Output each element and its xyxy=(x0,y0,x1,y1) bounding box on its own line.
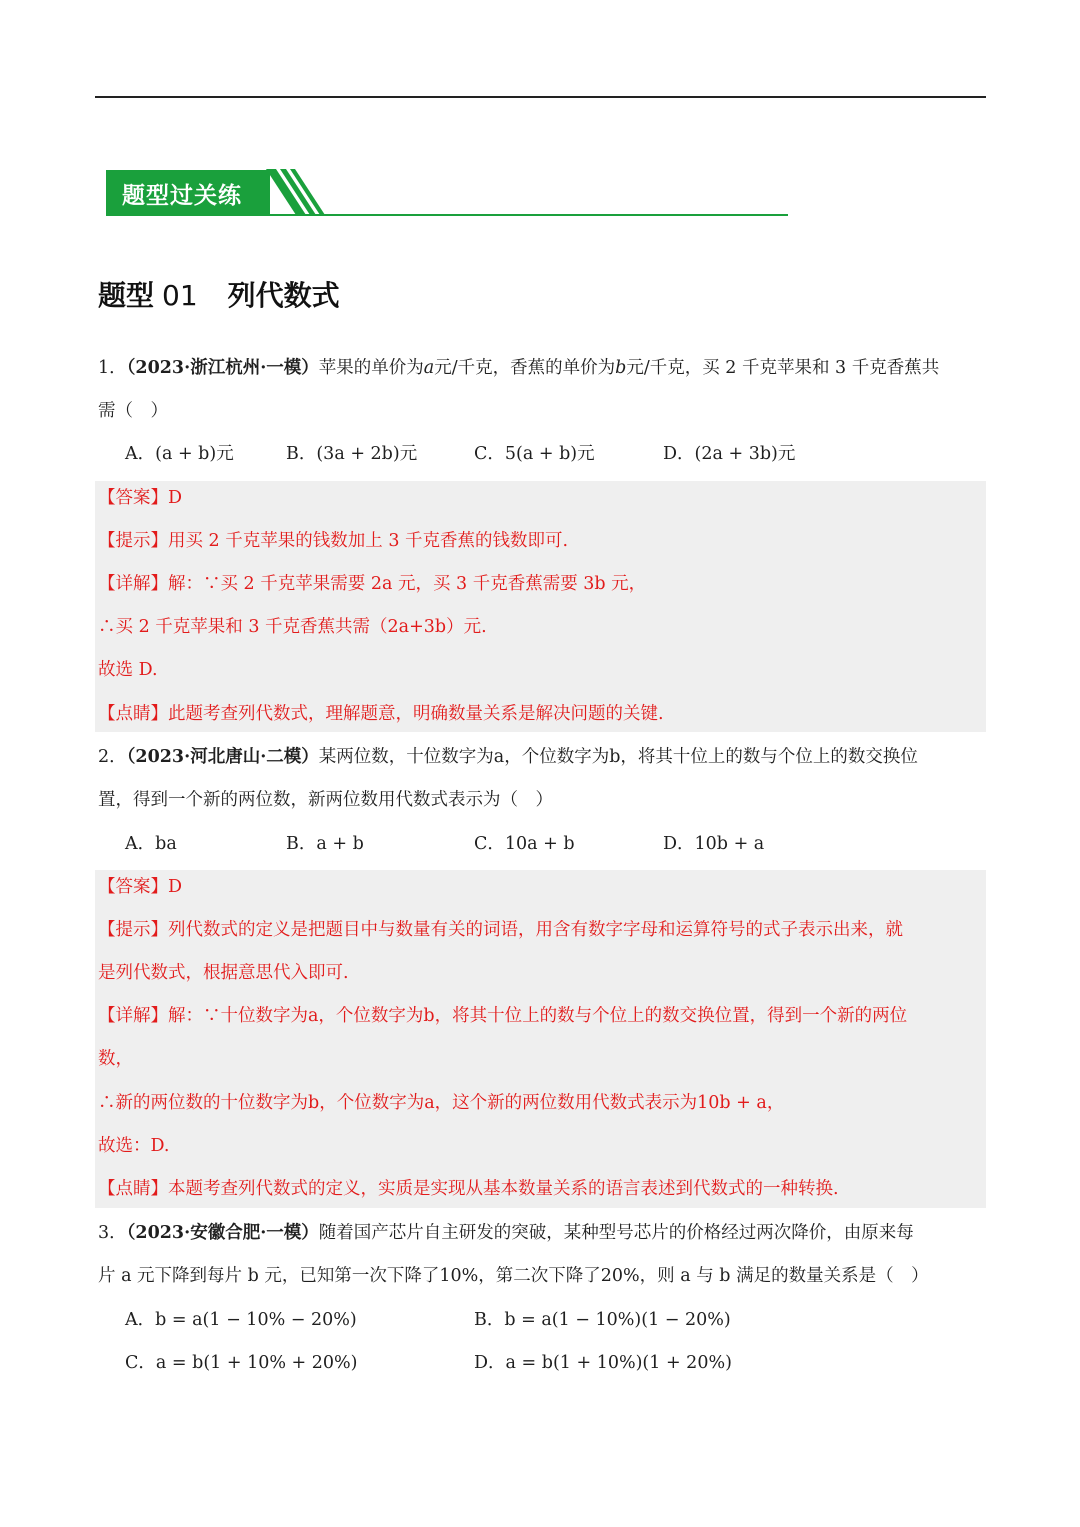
practice-banner xyxy=(106,170,788,218)
q1-stem-b: 元/千克，香蕉的单价为 xyxy=(434,358,616,378)
q1-answer: 【答案】D xyxy=(98,488,183,508)
q2-hint-1: 【提示】列代数式的定义是把题目中与数量有关的词语，用含有数字字母和运算符号的式子表示出来，就 xyxy=(98,920,903,940)
q1-comment: 【点睛】此题考查列代数式，理解题意，明确数量关系是解决问题的关键. xyxy=(98,704,664,724)
q1-hint: 【提示】用买 2 千克苹果的钱数加上 3 千克香蕉的钱数即可. xyxy=(98,531,569,551)
q2-option-b: B．a + b xyxy=(286,834,364,854)
q2-answer: 【答案】D xyxy=(98,877,183,897)
q2-stem-line2: 置，得到一个新的两位数，新两位数用代数式表示为（ ） xyxy=(98,790,553,810)
banner-stripes-icon xyxy=(266,169,326,217)
q2-source: （2023·河北唐山·二模） xyxy=(126,747,319,767)
q3-stem-line2: 片 a 元下降到每片 b 元，已知第一次下降了10%，第二次下降了20%，则 a 与 b 满足的数量关系是（ ） xyxy=(98,1266,929,1286)
q2-option-d: D．10b + a xyxy=(663,834,765,854)
section-prefix: 题型 xyxy=(98,279,155,312)
q2-detail-1: 【详解】解：∵十位数字为a，个位数字为b，将其十位上的数与个位上的数交换位置，得到一个新的两位 xyxy=(98,1006,908,1026)
banner-underline xyxy=(270,214,788,216)
q1-option-c: C．5(a + b)元 xyxy=(474,444,595,464)
q1-stem-a: 苹果的单价为 xyxy=(318,358,424,378)
q2-detail-4: 故选：D. xyxy=(98,1136,170,1156)
q1-source: （2023·浙江杭州·一模） xyxy=(126,358,319,378)
q2-hint-2: 是列代数式，根据意思代入即可. xyxy=(98,963,349,983)
q2-detail-2: 数， xyxy=(98,1049,133,1069)
q2-stem-line1 xyxy=(98,743,918,768)
q2-number: 2． xyxy=(98,747,127,767)
q1-solution-box xyxy=(95,481,986,732)
q1-stem-line2: 需（ ） xyxy=(98,401,168,421)
q1-detail-2: ∴买 2 千克苹果和 3 千克香蕉共需（2a+3b）元. xyxy=(98,617,487,637)
q1-detail-3: 故选 D. xyxy=(98,660,158,680)
q1-detail-1: 【详解】解：∵买 2 千克苹果需要 2a 元，买 3 千克香蕉需要 3b 元， xyxy=(98,574,647,594)
q1-number: 1． xyxy=(98,358,127,378)
q1-var-b: b xyxy=(615,358,627,378)
q1-stem-c: 元/千克，买 2 千克苹果和 3 千克香蕉共 xyxy=(626,358,940,378)
q3-option-c: C．a = b(1 + 10% + 20%) xyxy=(125,1353,358,1373)
section-name: 列代数式 xyxy=(227,279,340,312)
q2-comment: 【点睛】本题考查列代数式的定义，实质是实现从基本数量关系的语言表述到代数式的一种转换. xyxy=(98,1179,839,1199)
q2-option-c: C．10a + b xyxy=(474,834,575,854)
q1-var-a: a xyxy=(423,358,435,378)
q1-option-d: D．(2a + 3b)元 xyxy=(663,444,796,464)
q3-source: （2023·安徽合肥·一模） xyxy=(126,1223,319,1243)
q3-option-d: D．a = b(1 + 10%)(1 + 20%) xyxy=(474,1353,732,1373)
q3-stem-text: 随着国产芯片自主研发的突破，某种型号芯片的价格经过两次降价，由原来每 xyxy=(318,1223,914,1243)
q3-stem-line1 xyxy=(98,1219,914,1244)
header-rule xyxy=(95,96,986,98)
q1-option-a: A．(a + b)元 xyxy=(125,444,234,464)
q3-option-a: A．b = a(1 − 10% − 20%) xyxy=(125,1310,357,1330)
q1-stem-line1 xyxy=(98,354,939,379)
q1-option-b: B．(3a + 2b)元 xyxy=(286,444,418,464)
section-number: 01 xyxy=(162,279,198,312)
q3-number: 3． xyxy=(98,1223,127,1243)
q2-detail-3: ∴新的两位数的十位数字为b，个位数字为a，这个新的两位数用代数式表示为10b + a， xyxy=(98,1093,785,1113)
banner-title: 题型过关练 xyxy=(122,183,242,209)
section-heading xyxy=(98,274,340,314)
q2-option-a: A．ba xyxy=(125,834,177,854)
q3-option-b: B．b = a(1 − 10%)(1 − 20%) xyxy=(474,1310,731,1330)
q2-stem-text: 某两位数，十位数字为a，个位数字为b，将其十位上的数与个位上的数交换位 xyxy=(318,747,918,767)
